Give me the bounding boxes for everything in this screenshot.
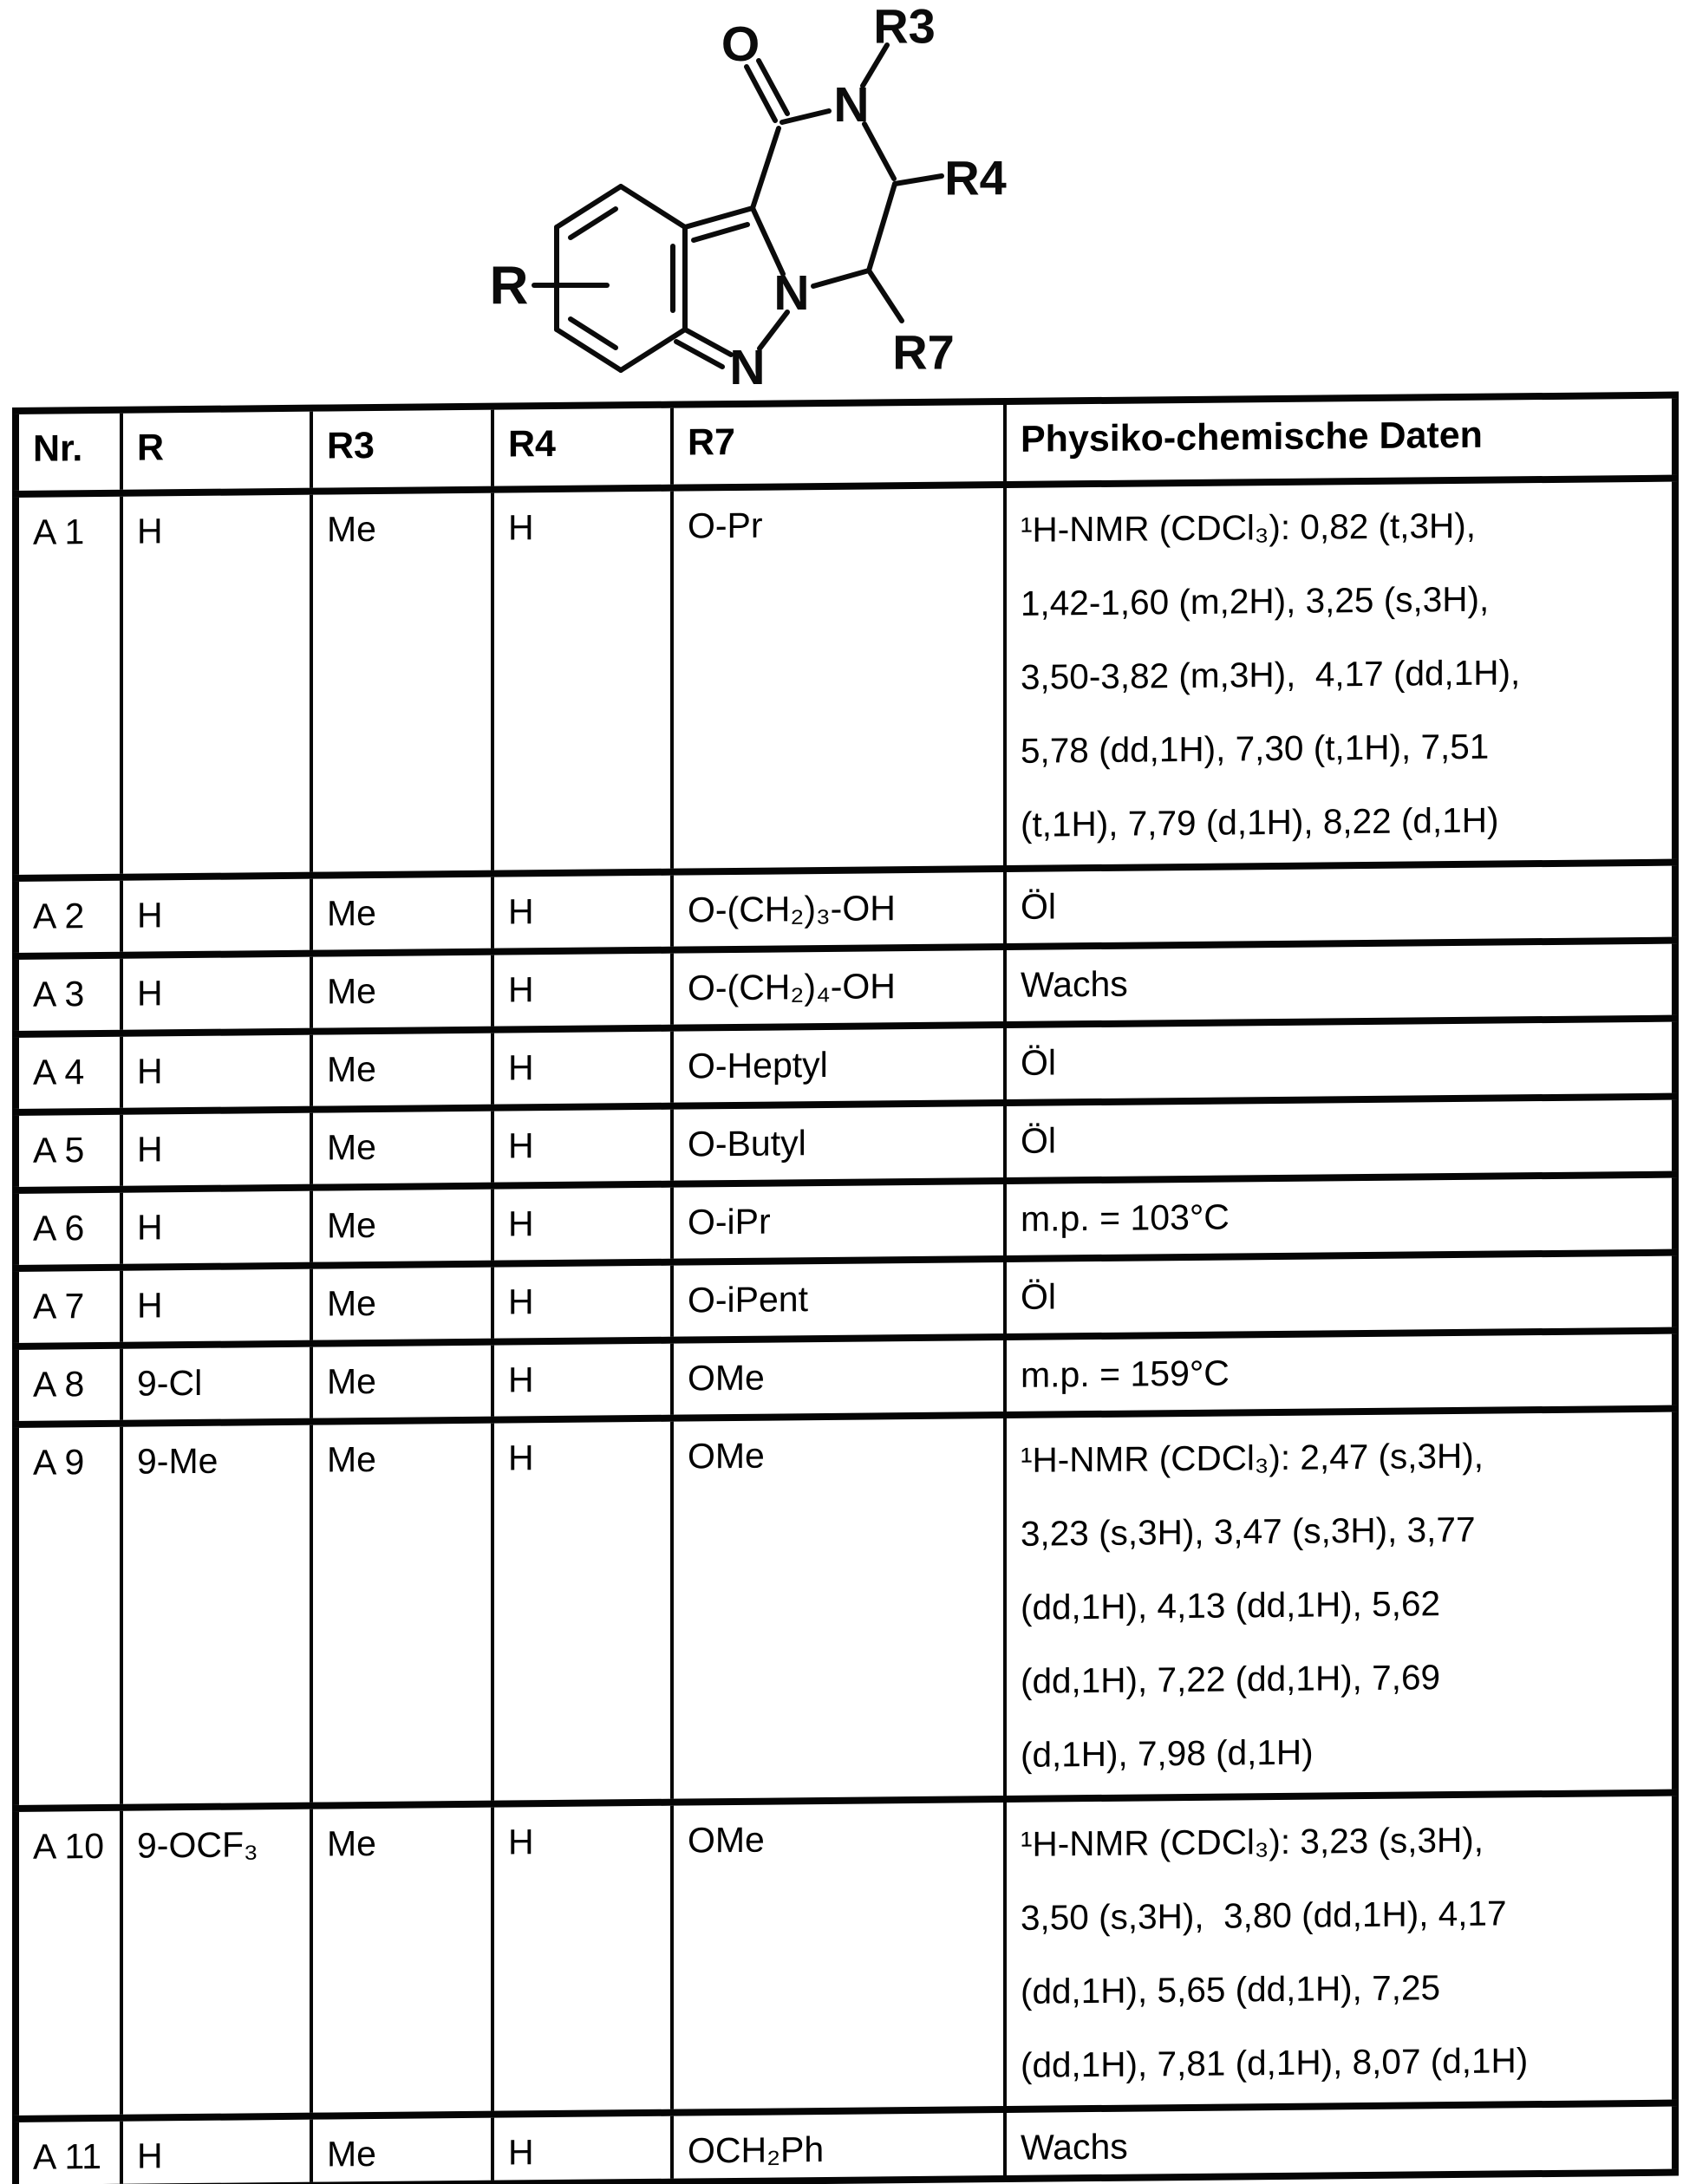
cell-physiko: Öl	[1005, 863, 1675, 947]
table-header-row	[16, 395, 1675, 494]
cell-nr: A 8	[16, 1346, 121, 1424]
cell-physiko: m.p. = 159°C	[1005, 1331, 1675, 1415]
cell-r7: O-iPent	[672, 1259, 1005, 1340]
cell-r4: H	[492, 1803, 672, 2115]
cell-physiko: ¹H-NMR (CDCl₃): 0,82 (t,3H), 1,42-1,60 (m,2H), 3,25 (s,3H), 3,50-3,82 (m,3H), 4,17 (dd,1H), 5,78 (dd,1H), 7,30 (t,1H), 7,51 (t,1H), 7,79 (d,1H), 8,22 (d,1H)	[1005, 479, 1675, 869]
cell-r4: H	[492, 950, 672, 1030]
substituent-label-r7: R7	[892, 324, 955, 380]
cell-r: H	[121, 1266, 311, 1346]
compound-row-a1	[16, 479, 1675, 878]
cell-r4: H	[492, 488, 672, 874]
cell-physiko: ¹H-NMR (CDCl₃): 3,23 (s,3H), 3,50 (s,3H), 3,80 (dd,1H), 4,17 (dd,1H), 5,65 (dd,1H), 7,25 (dd,1H), 7,81 (d,1H), 8,07 (d,1H)	[1005, 1793, 1675, 2109]
cell-nr: A 10	[16, 1808, 121, 2119]
cell-r4: H	[492, 1184, 672, 1264]
cell-r7: O-(CH₂)₄-OH	[672, 947, 1005, 1028]
cell-r4: H	[492, 872, 672, 952]
cell-r: H	[121, 492, 311, 877]
cell-physiko: Öl	[1005, 1097, 1675, 1181]
cell-physiko: ¹H-NMR (CDCl₃): 2,47 (s,3H), 3,23 (s,3H), 3,47 (s,3H), 3,77 (dd,1H), 4,13 (dd,1H), 5,62 (dd,1H), 7,22 (dd,1H), 7,69 (d,1H), 7,98 (d,1H)	[1005, 1409, 1675, 1799]
cell-r3: Me	[311, 874, 492, 954]
cell-r7: OCH₂Ph	[672, 2109, 1005, 2182]
cell-nr: A 9	[16, 1424, 121, 1809]
cell-r7: O-Pr	[672, 485, 1005, 872]
cell-r: H	[121, 954, 311, 1033]
substituent-label-r: R	[489, 256, 529, 316]
cell-r: H	[121, 876, 311, 955]
cell-r4: H	[492, 1028, 672, 1108]
cell-r3: Me	[311, 1264, 492, 1344]
cell-nr: A 1	[16, 493, 121, 878]
cell-nr: A 6	[16, 1190, 121, 1268]
column-header-nr: Nr.	[16, 410, 121, 494]
compound-row-a9	[16, 1409, 1675, 1809]
column-header-physiko: Physiko-chemische Daten	[1005, 395, 1675, 485]
cell-physiko: Wachs	[1005, 2103, 1675, 2179]
cell-r7: OMe	[672, 1337, 1005, 1418]
pyrazole-nitrogen-label: N	[729, 340, 766, 395]
cell-nr: A 5	[16, 1112, 121, 1190]
cell-nr: A 2	[16, 877, 121, 956]
cell-physiko: Öl	[1005, 1019, 1675, 1103]
cell-r7: O-Butyl	[672, 1103, 1005, 1184]
column-header-r4: R4	[492, 405, 672, 490]
cell-r7: O-(CH₂)₃-OH	[672, 869, 1005, 950]
substituent-label-r3: R3	[873, 0, 936, 54]
cell-r: 9-Cl	[121, 1344, 311, 1424]
cell-r4: H	[492, 1340, 672, 1420]
column-header-r7: R7	[672, 401, 1005, 488]
cell-r7: OMe	[672, 1415, 1005, 1803]
cell-r: H	[121, 1032, 311, 1112]
cell-r3: Me	[311, 490, 492, 876]
cell-r: H	[121, 2116, 311, 2184]
cell-nr: A 11	[16, 2118, 121, 2184]
column-header-r: R	[121, 408, 311, 493]
compound-row-a10	[16, 1793, 1675, 2119]
compound-table	[12, 392, 1679, 2184]
cell-r3: Me	[311, 952, 492, 1032]
cell-r4: H	[492, 1262, 672, 1342]
column-header-r3: R3	[311, 407, 492, 492]
cell-r3: Me	[311, 1108, 492, 1188]
amide-nitrogen-label: N	[833, 77, 870, 133]
oxygen-atom-label: O	[721, 16, 760, 72]
cell-r: 9-Me	[121, 1422, 311, 1808]
cell-r7: OMe	[672, 1799, 1005, 2113]
bridgehead-nitrogen-label: N	[773, 265, 810, 321]
cell-r3: Me	[311, 1420, 492, 1806]
cell-r4: H	[492, 2113, 672, 2184]
cell-physiko: m.p. = 103°C	[1005, 1175, 1675, 1259]
cell-r7: O-Heptyl	[672, 1025, 1005, 1106]
cell-r3: Me	[311, 1804, 492, 2116]
cell-r: H	[121, 1110, 311, 1190]
cell-nr: A 7	[16, 1268, 121, 1346]
cell-physiko: Öl	[1005, 1253, 1675, 1337]
chemical-structure-diagram	[0, 0, 1696, 407]
cell-r7: O-iPr	[672, 1181, 1005, 1262]
cell-r4: H	[492, 1106, 672, 1186]
cell-physiko: Wachs	[1005, 941, 1675, 1025]
cell-r3: Me	[311, 2115, 492, 2184]
cell-r: 9-OCF₃	[121, 1806, 311, 2118]
cell-r: H	[121, 1188, 311, 1268]
cell-nr: A 4	[16, 1033, 121, 1112]
cell-r4: H	[492, 1418, 672, 1804]
cell-r3: Me	[311, 1186, 492, 1266]
cell-nr: A 3	[16, 955, 121, 1034]
substituent-label-r4: R4	[944, 150, 1007, 205]
cell-r3: Me	[311, 1030, 492, 1110]
cell-r3: Me	[311, 1342, 492, 1422]
